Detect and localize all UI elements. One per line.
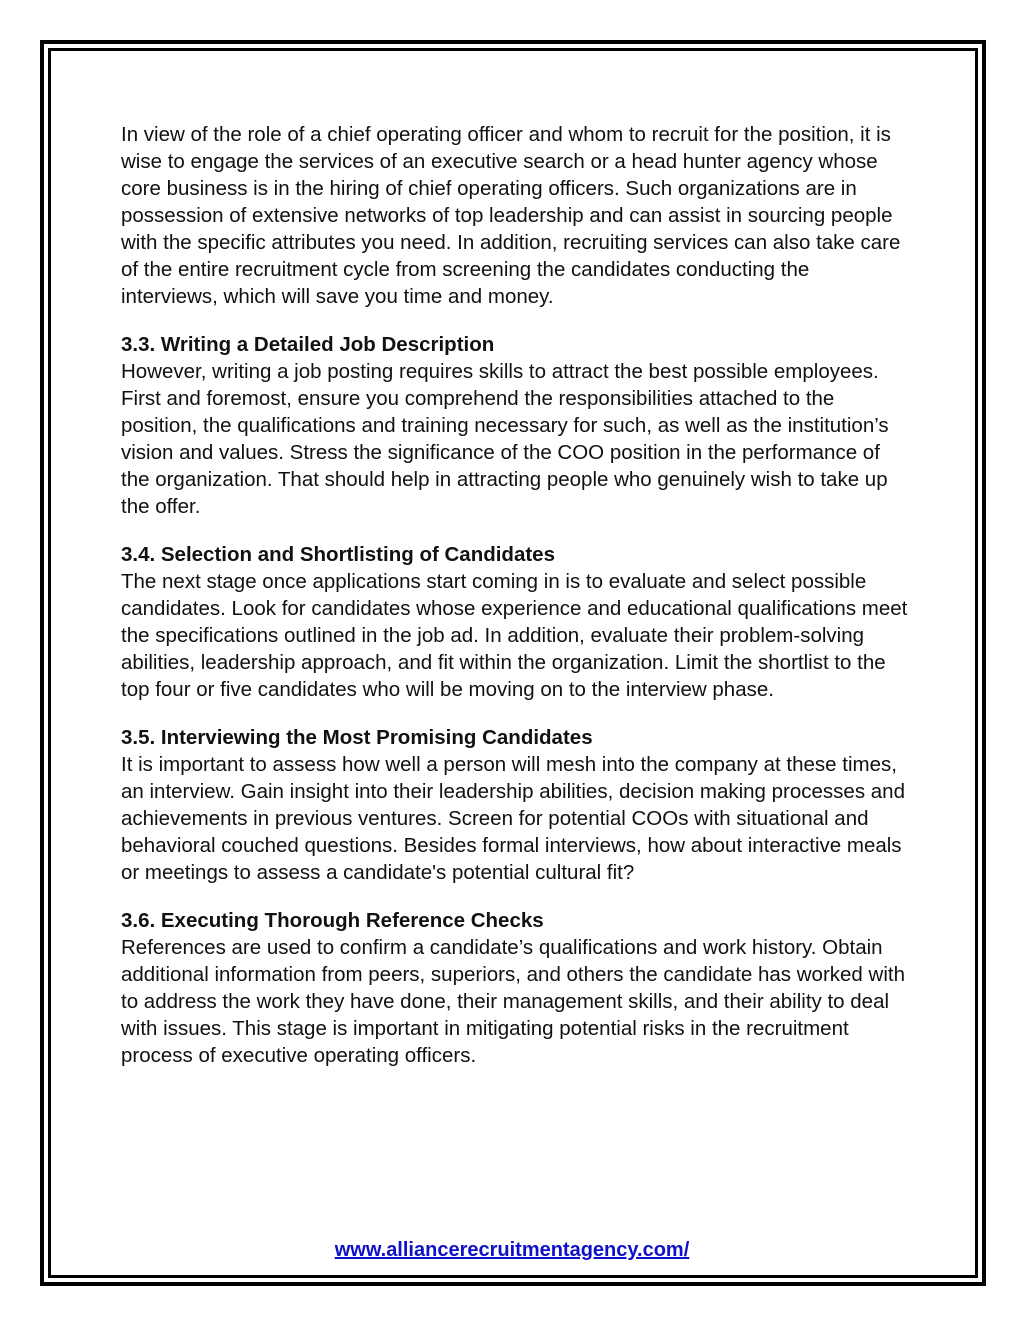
section-body: The next stage once applications start coming in is to evaluate and select possible candidates. Look for candidates whose experience and educational qualifications meet the specifications outlined in the job ad. In addition, evaluate their problem-solving abilities, leadership approach, and fit within the organization. Limit the shortlist to the top four or five candidates who will be moving on to the interview phase.	[121, 570, 908, 701]
section-reference-checks	[121, 907, 911, 1069]
section-body: However, writing a job posting requires skills to attract the best possible employees. First and foremost, ensure you comprehend the responsibilities attached to the position, the qualifications and training necessary for such, as well as the institution’s vision and values. Stress the significance of the COO position in the performance of the organization. That should help in attracting people who genuinely wish to take up the offer.	[121, 360, 889, 518]
website-link[interactable]: www.alliancerecruitmentagency.com/	[334, 1239, 690, 1261]
section-job-description	[121, 331, 911, 520]
document-body	[121, 121, 911, 1090]
page-footer	[0, 1239, 1024, 1262]
section-interviewing	[121, 724, 911, 886]
section-body: It is important to assess how well a person will mesh into the company at these times, an interview. Gain insight into their leadership abilities, decision making processes and achievements in previous ventures. Screen for potential COOs with situational and behavioral couched questions. Besides formal interviews, how about interactive meals or meetings to assess a candidate's potential cultural fit?	[121, 753, 905, 884]
section-heading: 3.3. Writing a Detailed Job Description	[121, 333, 495, 356]
intro-paragraph: In view of the role of a chief operating officer and whom to recruit for the position, it is wise to engage the services of an executive search or a head hunter agency whose core business is in the hiring of chief operating officers. Such organizations are in possession of extensive networks of top leadership and can assist in sourcing people with the specific attributes you need. In addition, recruiting services can also take care of the entire recruitment cycle from screening the candidates conducting the interviews, which will save you time and money.	[121, 123, 901, 308]
section-heading: 3.5. Interviewing the Most Promising Candidates	[121, 726, 593, 749]
section-shortlisting	[121, 541, 911, 703]
section-body: References are used to confirm a candidate’s qualifications and work history. Obtain additional information from peers, superiors, and others the candidate has worked with to address the work they have done, their management skills, and their ability to deal with issues. This stage is important in mitigating potential risks in the recruitment process of executive operating officers.	[121, 936, 905, 1067]
section-heading: 3.4. Selection and Shortlisting of Candidates	[121, 543, 555, 566]
section-heading: 3.6. Executing Thorough Reference Checks	[121, 909, 544, 932]
